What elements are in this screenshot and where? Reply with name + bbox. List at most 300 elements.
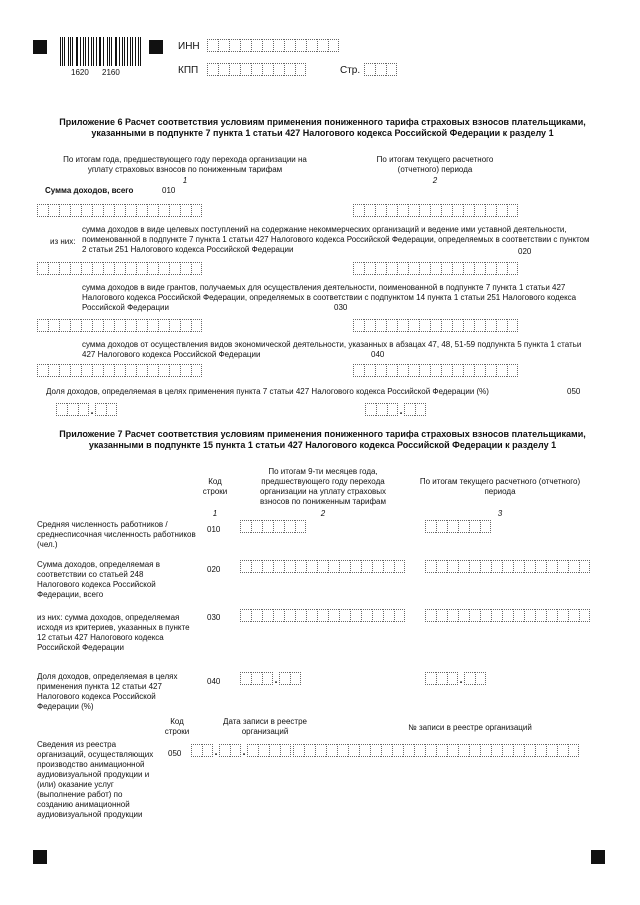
input-cell[interactable] xyxy=(103,204,114,217)
input-cell[interactable] xyxy=(67,403,78,416)
input-cell[interactable] xyxy=(262,672,273,685)
input-cell[interactable] xyxy=(284,39,295,52)
input-cell[interactable] xyxy=(480,520,491,533)
input-cell[interactable] xyxy=(447,609,458,622)
app6-row020-col2[interactable] xyxy=(353,262,518,275)
input-cell[interactable] xyxy=(353,364,364,377)
input-cell[interactable] xyxy=(59,364,70,377)
input-cell[interactable] xyxy=(447,520,458,533)
input-cell[interactable] xyxy=(306,609,317,622)
input-cell[interactable] xyxy=(240,560,251,573)
input-cell[interactable] xyxy=(169,204,180,217)
input-cell[interactable] xyxy=(180,262,191,275)
input-cell[interactable] xyxy=(415,403,426,416)
input-cell[interactable] xyxy=(383,609,394,622)
input-cell[interactable] xyxy=(364,204,375,217)
app6-row030-col1[interactable] xyxy=(37,319,202,332)
input-cell[interactable] xyxy=(37,319,48,332)
input-cell[interactable] xyxy=(240,520,251,533)
input-cell[interactable] xyxy=(147,364,158,377)
input-cell[interactable] xyxy=(524,744,535,757)
input-cell[interactable] xyxy=(251,63,262,76)
input-cell[interactable] xyxy=(125,364,136,377)
input-cell[interactable] xyxy=(463,364,474,377)
input-cell[interactable] xyxy=(452,204,463,217)
input-cell[interactable] xyxy=(359,744,370,757)
input-cell[interactable] xyxy=(295,63,306,76)
input-cell[interactable] xyxy=(295,560,306,573)
input-cell[interactable] xyxy=(262,520,273,533)
input-cell[interactable] xyxy=(480,609,491,622)
input-cell[interactable] xyxy=(419,262,430,275)
input-cell[interactable] xyxy=(247,744,258,757)
input-cell[interactable] xyxy=(78,403,89,416)
input-cell[interactable] xyxy=(114,364,125,377)
app6-row050-col1[interactable] xyxy=(56,403,117,416)
input-cell[interactable] xyxy=(230,744,241,757)
app6-row020-col1[interactable] xyxy=(37,262,202,275)
input-cell[interactable] xyxy=(425,560,436,573)
input-cell[interactable] xyxy=(348,744,359,757)
input-cell[interactable] xyxy=(169,319,180,332)
input-cell[interactable] xyxy=(180,364,191,377)
input-cell[interactable] xyxy=(158,319,169,332)
input-cell[interactable] xyxy=(474,319,485,332)
input-cell[interactable] xyxy=(535,744,546,757)
app7-row050-regnum[interactable] xyxy=(293,744,579,757)
input-cell[interactable] xyxy=(92,262,103,275)
app6-row050-col2[interactable] xyxy=(365,403,426,416)
input-cell[interactable] xyxy=(70,364,81,377)
input-cell[interactable] xyxy=(485,262,496,275)
input-cell[interactable] xyxy=(387,403,398,416)
input-cell[interactable] xyxy=(191,262,202,275)
input-cell[interactable] xyxy=(507,364,518,377)
input-cell[interactable] xyxy=(436,609,447,622)
app7-code-header-2: Код строки xyxy=(164,717,190,736)
input-cell[interactable] xyxy=(114,262,125,275)
input-cell[interactable] xyxy=(37,262,48,275)
input-cell[interactable] xyxy=(386,63,397,76)
input-cell[interactable] xyxy=(458,560,469,573)
input-cell[interactable] xyxy=(397,364,408,377)
input-cell[interactable] xyxy=(158,262,169,275)
app7-num2: 2 xyxy=(320,509,326,518)
app6-row050-code: 050 xyxy=(567,387,581,396)
input-cell[interactable] xyxy=(458,520,469,533)
input-cell[interactable] xyxy=(496,262,507,275)
input-cell[interactable] xyxy=(579,560,590,573)
input-cell[interactable] xyxy=(452,364,463,377)
app7-row010-col2[interactable] xyxy=(240,520,306,533)
input-cell[interactable] xyxy=(207,63,218,76)
input-cell[interactable] xyxy=(475,672,486,685)
input-cell[interactable] xyxy=(513,744,524,757)
input-cell[interactable] xyxy=(408,319,419,332)
input-cell[interactable] xyxy=(568,744,579,757)
input-cell[interactable] xyxy=(125,319,136,332)
input-cell[interactable] xyxy=(136,204,147,217)
input-cell[interactable] xyxy=(180,319,191,332)
input-cell[interactable] xyxy=(524,609,535,622)
input-cell[interactable] xyxy=(114,204,125,217)
input-cell[interactable] xyxy=(370,744,381,757)
input-cell[interactable] xyxy=(284,520,295,533)
input-cell[interactable] xyxy=(284,609,295,622)
input-cell[interactable] xyxy=(485,204,496,217)
input-cell[interactable] xyxy=(441,262,452,275)
input-cell[interactable] xyxy=(95,403,106,416)
input-cell[interactable] xyxy=(361,560,372,573)
page-field[interactable] xyxy=(364,63,397,76)
input-cell[interactable] xyxy=(202,744,213,757)
input-cell[interactable] xyxy=(414,744,425,757)
input-cell[interactable] xyxy=(280,744,291,757)
input-cell[interactable] xyxy=(328,560,339,573)
input-cell[interactable] xyxy=(364,364,375,377)
input-cell[interactable] xyxy=(337,744,348,757)
input-cell[interactable] xyxy=(436,744,447,757)
input-cell[interactable] xyxy=(474,262,485,275)
input-cell[interactable] xyxy=(452,319,463,332)
input-cell[interactable] xyxy=(568,609,579,622)
input-cell[interactable] xyxy=(496,204,507,217)
input-cell[interactable] xyxy=(353,262,364,275)
input-cell[interactable] xyxy=(262,609,273,622)
app7-row040-col3[interactable] xyxy=(425,672,486,685)
input-cell[interactable] xyxy=(240,63,251,76)
input-cell[interactable] xyxy=(557,744,568,757)
input-cell[interactable] xyxy=(474,364,485,377)
input-cell[interactable] xyxy=(219,744,230,757)
app7-row050-date[interactable] xyxy=(191,744,291,757)
input-cell[interactable] xyxy=(81,262,92,275)
input-cell[interactable] xyxy=(392,744,403,757)
input-cell[interactable] xyxy=(147,319,158,332)
input-cell[interactable] xyxy=(306,560,317,573)
input-cell[interactable] xyxy=(70,204,81,217)
input-cell[interactable] xyxy=(37,364,48,377)
app6-total-col1[interactable] xyxy=(37,204,202,217)
input-cell[interactable] xyxy=(240,39,251,52)
input-cell[interactable] xyxy=(114,319,125,332)
input-cell[interactable] xyxy=(353,319,364,332)
input-cell[interactable] xyxy=(273,63,284,76)
input-cell[interactable] xyxy=(218,39,229,52)
input-cell[interactable] xyxy=(383,560,394,573)
input-cell[interactable] xyxy=(59,319,70,332)
input-cell[interactable] xyxy=(441,319,452,332)
input-cell[interactable] xyxy=(262,39,273,52)
app6-row040-col1[interactable] xyxy=(37,364,202,377)
input-cell[interactable] xyxy=(535,609,546,622)
input-cell[interactable] xyxy=(364,319,375,332)
input-cell[interactable] xyxy=(59,262,70,275)
input-cell[interactable] xyxy=(279,672,290,685)
input-cell[interactable] xyxy=(191,204,202,217)
input-cell[interactable] xyxy=(375,319,386,332)
input-cell[interactable] xyxy=(229,39,240,52)
input-cell[interactable] xyxy=(315,744,326,757)
input-cell[interactable] xyxy=(365,403,376,416)
input-cell[interactable] xyxy=(480,560,491,573)
input-cell[interactable] xyxy=(251,672,262,685)
input-cell[interactable] xyxy=(458,744,469,757)
input-cell[interactable] xyxy=(136,319,147,332)
input-cell[interactable] xyxy=(284,560,295,573)
input-cell[interactable] xyxy=(92,319,103,332)
input-cell[interactable] xyxy=(350,560,361,573)
input-cell[interactable] xyxy=(125,204,136,217)
input-cell[interactable] xyxy=(441,364,452,377)
input-cell[interactable] xyxy=(103,319,114,332)
app7-row030-col2[interactable] xyxy=(240,609,405,622)
input-cell[interactable] xyxy=(513,609,524,622)
input-cell[interactable] xyxy=(386,319,397,332)
input-cell[interactable] xyxy=(397,262,408,275)
input-cell[interactable] xyxy=(328,39,339,52)
input-cell[interactable] xyxy=(169,262,180,275)
input-cell[interactable] xyxy=(295,39,306,52)
app6-total-col2[interactable] xyxy=(353,204,518,217)
input-cell[interactable] xyxy=(485,319,496,332)
input-cell[interactable] xyxy=(386,204,397,217)
input-cell[interactable] xyxy=(419,319,430,332)
input-cell[interactable] xyxy=(474,204,485,217)
input-cell[interactable] xyxy=(295,609,306,622)
input-cell[interactable] xyxy=(397,204,408,217)
input-cell[interactable] xyxy=(375,262,386,275)
app6-row040-col2[interactable] xyxy=(353,364,518,377)
input-cell[interactable] xyxy=(425,609,436,622)
inn-field[interactable] xyxy=(207,39,339,52)
input-cell[interactable] xyxy=(502,609,513,622)
input-cell[interactable] xyxy=(304,744,315,757)
input-cell[interactable] xyxy=(430,364,441,377)
input-cell[interactable] xyxy=(48,262,59,275)
input-cell[interactable] xyxy=(557,609,568,622)
input-cell[interactable] xyxy=(386,364,397,377)
input-cell[interactable] xyxy=(218,63,229,76)
input-cell[interactable] xyxy=(381,744,392,757)
input-cell[interactable] xyxy=(207,39,218,52)
input-cell[interactable] xyxy=(317,560,328,573)
input-cell[interactable] xyxy=(158,204,169,217)
input-cell[interactable] xyxy=(326,744,337,757)
input-cell[interactable] xyxy=(251,609,262,622)
input-cell[interactable] xyxy=(273,560,284,573)
input-cell[interactable] xyxy=(507,204,518,217)
input-cell[interactable] xyxy=(579,609,590,622)
input-cell[interactable] xyxy=(317,609,328,622)
app7-row010-col3[interactable] xyxy=(425,520,491,533)
input-cell[interactable] xyxy=(394,560,405,573)
input-cell[interactable] xyxy=(425,520,436,533)
input-cell[interactable] xyxy=(447,744,458,757)
input-cell[interactable] xyxy=(240,609,251,622)
input-cell[interactable] xyxy=(408,262,419,275)
app7-row020-col2[interactable] xyxy=(240,560,405,573)
app7-row010-code: 010 xyxy=(207,525,221,534)
input-cell[interactable] xyxy=(48,319,59,332)
input-cell[interactable] xyxy=(306,39,317,52)
input-cell[interactable] xyxy=(191,744,202,757)
input-cell[interactable] xyxy=(92,204,103,217)
input-cell[interactable] xyxy=(191,364,202,377)
input-cell[interactable] xyxy=(491,609,502,622)
input-cell[interactable] xyxy=(485,364,496,377)
input-cell[interactable] xyxy=(441,204,452,217)
app7-col2-header: По итогам 9-ти месяцев года, предшествующего году перехода организации на уплату страховых взносов по пониженным тарифам xyxy=(259,467,387,506)
input-cell[interactable] xyxy=(568,560,579,573)
input-cell[interactable] xyxy=(469,560,480,573)
input-cell[interactable] xyxy=(372,560,383,573)
input-cell[interactable] xyxy=(364,63,375,76)
input-cell[interactable] xyxy=(430,319,441,332)
input-cell[interactable] xyxy=(180,204,191,217)
input-cell[interactable] xyxy=(469,609,480,622)
input-cell[interactable] xyxy=(290,672,301,685)
input-cell[interactable] xyxy=(262,560,273,573)
input-cell[interactable] xyxy=(403,744,414,757)
input-cell[interactable] xyxy=(491,560,502,573)
input-cell[interactable] xyxy=(535,560,546,573)
input-cell[interactable] xyxy=(419,204,430,217)
input-cell[interactable] xyxy=(480,744,491,757)
input-cell[interactable] xyxy=(496,364,507,377)
input-cell[interactable] xyxy=(284,63,295,76)
input-cell[interactable] xyxy=(507,262,518,275)
app7-row020-col3[interactable] xyxy=(425,560,590,573)
input-cell[interactable] xyxy=(103,364,114,377)
input-cell[interactable] xyxy=(469,520,480,533)
input-cell[interactable] xyxy=(546,560,557,573)
input-cell[interactable] xyxy=(70,262,81,275)
input-cell[interactable] xyxy=(169,364,180,377)
input-cell[interactable] xyxy=(37,204,48,217)
input-cell[interactable] xyxy=(375,364,386,377)
input-cell[interactable] xyxy=(81,319,92,332)
input-cell[interactable] xyxy=(502,744,513,757)
input-cell[interactable] xyxy=(364,262,375,275)
app6-of-them: из них: xyxy=(50,237,76,246)
input-cell[interactable] xyxy=(147,262,158,275)
input-cell[interactable] xyxy=(447,560,458,573)
input-cell[interactable] xyxy=(158,364,169,377)
input-cell[interactable] xyxy=(408,204,419,217)
input-cell[interactable] xyxy=(491,744,502,757)
input-cell[interactable] xyxy=(328,609,339,622)
input-cell[interactable] xyxy=(372,609,383,622)
input-cell[interactable] xyxy=(350,609,361,622)
input-cell[interactable] xyxy=(262,63,273,76)
input-cell[interactable] xyxy=(496,319,507,332)
input-cell[interactable] xyxy=(106,403,117,416)
input-cell[interactable] xyxy=(251,560,262,573)
input-cell[interactable] xyxy=(507,319,518,332)
input-cell[interactable] xyxy=(251,520,262,533)
kpp-field[interactable] xyxy=(207,63,306,76)
input-cell[interactable] xyxy=(48,364,59,377)
input-cell[interactable] xyxy=(125,262,136,275)
input-cell[interactable] xyxy=(557,560,568,573)
input-cell[interactable] xyxy=(136,364,147,377)
input-cell[interactable] xyxy=(339,560,350,573)
input-cell[interactable] xyxy=(273,39,284,52)
input-cell[interactable] xyxy=(386,262,397,275)
input-cell[interactable] xyxy=(419,364,430,377)
input-cell[interactable] xyxy=(524,560,535,573)
input-cell[interactable] xyxy=(353,204,364,217)
app7-row040-label: Доля доходов, определяемая в целях применения пункта 12 статьи 427 Налогового кодекса Российской Федерации (%) xyxy=(37,672,178,711)
input-cell[interactable] xyxy=(92,364,103,377)
input-cell[interactable] xyxy=(317,39,328,52)
input-cell[interactable] xyxy=(447,672,458,685)
input-cell[interactable] xyxy=(452,262,463,275)
input-cell[interactable] xyxy=(375,63,386,76)
input-cell[interactable] xyxy=(273,609,284,622)
input-cell[interactable] xyxy=(464,672,475,685)
input-cell[interactable] xyxy=(397,319,408,332)
input-cell[interactable] xyxy=(59,204,70,217)
input-cell[interactable] xyxy=(339,609,350,622)
input-cell[interactable] xyxy=(295,520,306,533)
app6-row030-col2[interactable] xyxy=(353,319,518,332)
input-cell[interactable] xyxy=(502,560,513,573)
input-cell[interactable] xyxy=(546,744,557,757)
input-cell[interactable] xyxy=(273,520,284,533)
input-cell[interactable] xyxy=(458,609,469,622)
input-cell[interactable] xyxy=(469,744,480,757)
input-cell[interactable] xyxy=(425,744,436,757)
input-cell[interactable] xyxy=(81,204,92,217)
input-cell[interactable] xyxy=(147,204,158,217)
input-cell[interactable] xyxy=(269,744,280,757)
input-cell[interactable] xyxy=(229,63,240,76)
input-cell[interactable] xyxy=(463,319,474,332)
app7-row040-col2[interactable] xyxy=(240,672,301,685)
input-cell[interactable] xyxy=(70,319,81,332)
input-cell[interactable] xyxy=(48,204,59,217)
input-cell[interactable] xyxy=(436,672,447,685)
input-cell[interactable] xyxy=(404,403,415,416)
input-cell[interactable] xyxy=(258,744,269,757)
input-cell[interactable] xyxy=(376,403,387,416)
input-cell[interactable] xyxy=(103,262,114,275)
input-cell[interactable] xyxy=(436,560,447,573)
input-cell[interactable] xyxy=(81,364,92,377)
input-cell[interactable] xyxy=(546,609,557,622)
input-cell[interactable] xyxy=(56,403,67,416)
input-cell[interactable] xyxy=(293,744,304,757)
input-cell[interactable] xyxy=(240,672,251,685)
input-cell[interactable] xyxy=(191,319,202,332)
input-cell[interactable] xyxy=(425,672,436,685)
app7-row030-col3[interactable] xyxy=(425,609,590,622)
input-cell[interactable] xyxy=(375,204,386,217)
input-cell[interactable] xyxy=(463,262,474,275)
input-cell[interactable] xyxy=(436,520,447,533)
input-cell[interactable] xyxy=(430,262,441,275)
input-cell[interactable] xyxy=(430,204,441,217)
input-cell[interactable] xyxy=(136,262,147,275)
input-cell[interactable] xyxy=(513,560,524,573)
input-cell[interactable] xyxy=(394,609,405,622)
input-cell[interactable] xyxy=(463,204,474,217)
input-cell[interactable] xyxy=(251,39,262,52)
input-cell[interactable] xyxy=(361,609,372,622)
input-cell[interactable] xyxy=(408,364,419,377)
